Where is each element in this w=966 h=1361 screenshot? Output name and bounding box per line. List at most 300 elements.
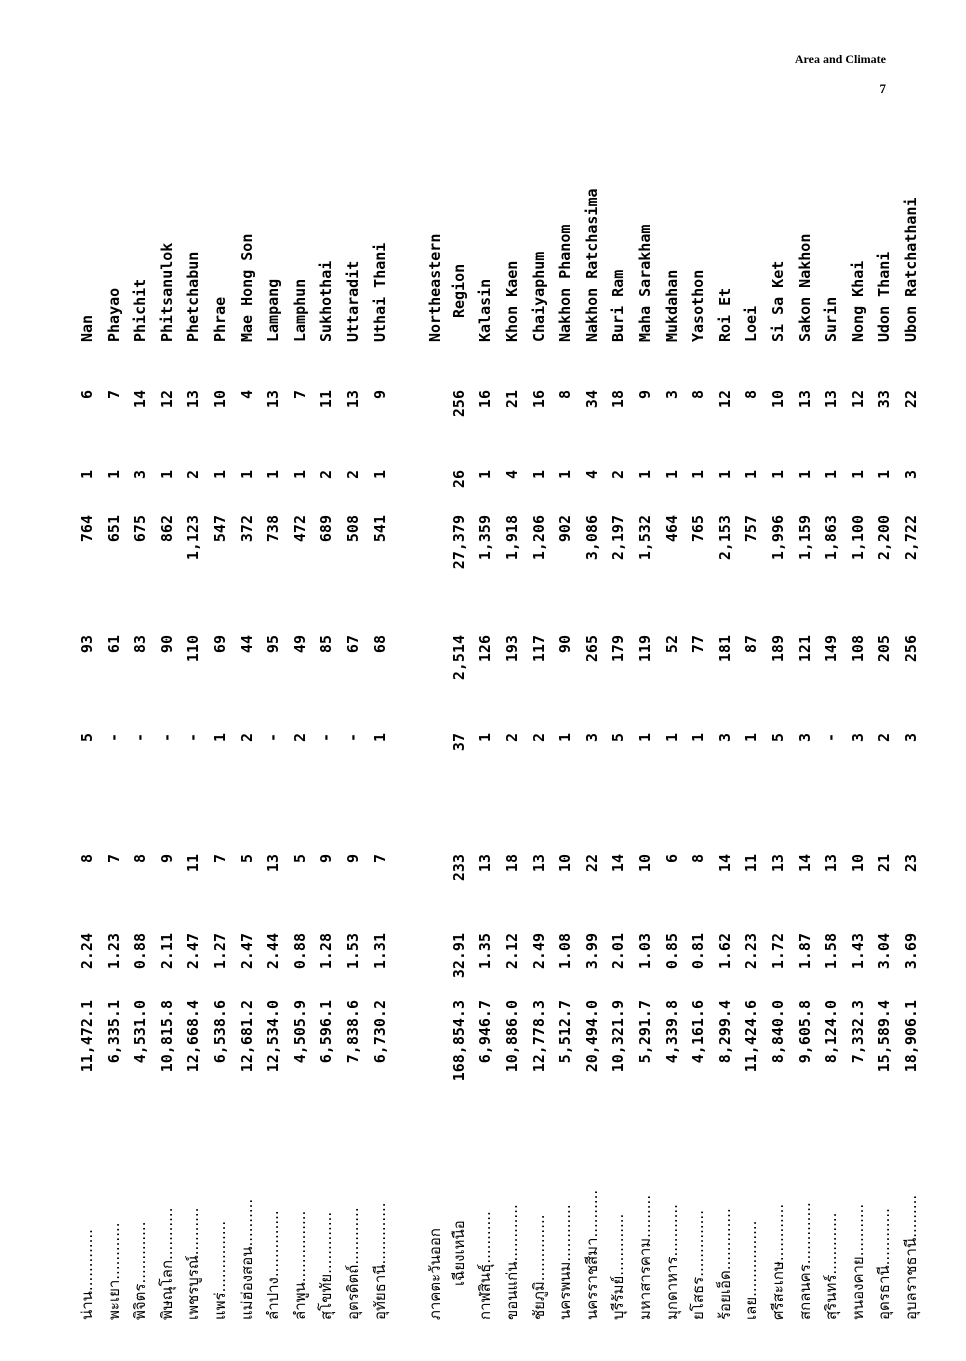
king-amphoe-count-cell: 1 [742, 733, 761, 743]
table-row [368, 190, 392, 1320]
muban-count-cell: 3,086 [582, 515, 601, 561]
area-sq-km-cell: 5,291.7 [636, 1000, 654, 1064]
tao-count-cell: 13 [344, 390, 362, 409]
king-amphoe-count-cell: - [157, 733, 176, 743]
area-sq-km-cell: 6,538.6 [211, 1000, 229, 1064]
english-province-name: Maha Sarakham [636, 224, 654, 342]
tao-count-cell: 4 [237, 390, 256, 400]
king-amphoe-count-cell: 5 [609, 733, 628, 743]
table-row [660, 190, 684, 1320]
percent-of-country-cell: 1.35 [476, 933, 495, 970]
tambon-count-cell: 49 [290, 635, 309, 654]
english-province-name: Udon Thani [875, 251, 894, 342]
thai-province-name: น่าน............. [78, 1229, 96, 1320]
municipality-count-cell: 1 [769, 470, 787, 480]
thai-province-name: ศรีสะเกษ............ [769, 1203, 787, 1320]
table-row [500, 190, 524, 1320]
thai-province-name: พิษณุโลก........... [157, 1207, 176, 1320]
tambon-count-cell: 90 [556, 635, 575, 654]
percent-of-country-cell: 3.69 [902, 933, 920, 970]
amphoe-count-cell: 5 [237, 854, 256, 864]
municipality-count-cell: 2 [344, 470, 362, 480]
area-sq-km-cell: 4,531.0 [131, 1000, 150, 1064]
king-amphoe-count-cell: 1 [370, 733, 389, 743]
thai-province-name: เลย................ [742, 1220, 761, 1320]
tambon-count-cell: 77 [689, 635, 708, 654]
king-amphoe-count-cell: 2 [237, 733, 256, 743]
thai-province-name: มุกดาหาร........... [662, 1204, 681, 1320]
municipality-count-cell: 2 [317, 470, 336, 480]
thai-province-name: ชัยภูมิ.............. [529, 1214, 548, 1320]
area-sq-km-cell: 11,472.1 [78, 1000, 96, 1073]
english-province-name: Si Sa Ket [769, 260, 787, 342]
table-row [473, 190, 497, 1320]
tambon-count-cell: 93 [78, 635, 96, 654]
king-amphoe-count-cell: 37 [449, 733, 468, 752]
municipality-count-cell: 2 [609, 470, 628, 480]
muban-count-cell: 675 [131, 515, 150, 543]
thai-province-name: นครราชสีมา.......... [582, 1189, 601, 1320]
english-province-name: Phichit [131, 278, 150, 342]
area-sq-km-cell: 10,321.9 [609, 1000, 628, 1073]
king-amphoe-count-cell: - [317, 733, 336, 743]
thai-province-name: กาฬสินธุ์........... [476, 1211, 495, 1320]
amphoe-count-cell: 21 [875, 854, 894, 873]
tao-count-cell: 11 [317, 390, 336, 409]
area-sq-km-cell: 6,596.1 [317, 1000, 336, 1064]
muban-count-cell: 651 [104, 515, 123, 543]
muban-count-cell: 508 [344, 515, 362, 543]
thai-province-name: แพร่............... [211, 1220, 229, 1320]
tao-count-cell: 16 [476, 390, 495, 409]
area-sq-km-cell: 6,946.7 [476, 1000, 495, 1064]
tambon-count-cell: 181 [715, 635, 734, 663]
muban-count-cell: 372 [237, 515, 256, 543]
tambon-count-cell: 69 [211, 635, 229, 654]
thai-province-name: เฉียงเหนือ [449, 1220, 468, 1286]
amphoe-count-cell: 22 [582, 854, 601, 873]
area-sq-km-cell: 12,668.4 [184, 1000, 203, 1073]
king-amphoe-count-cell: 3 [902, 733, 920, 743]
king-amphoe-count-cell: 2 [503, 733, 521, 743]
municipality-count-cell: 1 [211, 470, 229, 480]
muban-count-cell: 1,159 [795, 515, 814, 561]
tambon-count-cell: 87 [742, 635, 761, 654]
table-row [423, 190, 447, 1320]
table-row [128, 190, 152, 1320]
muban-count-cell: 689 [317, 515, 336, 543]
tambon-count-cell: 68 [370, 635, 389, 654]
percent-of-country-cell: 1.23 [104, 933, 123, 970]
muban-count-cell: 764 [78, 515, 96, 543]
percent-of-country-cell: 1.03 [636, 933, 654, 970]
thai-province-name: บุรีรัมย์............. [609, 1213, 628, 1320]
english-province-name: Nan [78, 314, 96, 342]
thai-province-name: ยโสธร.............. [689, 1210, 708, 1320]
percent-of-country-cell: 1.31 [370, 933, 389, 970]
muban-count-cell: 2,153 [715, 515, 734, 561]
table-row [686, 190, 710, 1320]
english-province-name: Sukhothai [317, 260, 336, 342]
municipality-count-cell: 1 [822, 470, 841, 480]
percent-of-country-cell: 1.27 [211, 933, 229, 970]
municipality-count-cell: 1 [157, 470, 176, 480]
area-sq-km-cell: 12,681.2 [237, 1000, 256, 1073]
area-sq-km-cell: 6,730.2 [370, 1000, 389, 1064]
english-province-name: Mae Hong Son [237, 233, 256, 342]
amphoe-count-cell: 8 [689, 854, 708, 864]
percent-of-country-cell: 32.91 [449, 933, 468, 979]
municipality-count-cell: 1 [264, 470, 283, 480]
municipality-count-cell: 1 [237, 470, 256, 480]
thai-province-name: ร้อยเอ็ด............. [715, 1208, 734, 1320]
king-amphoe-count-cell: - [264, 733, 283, 743]
thai-province-name: สุโขทัย............. [317, 1211, 336, 1320]
muban-count-cell: 738 [264, 515, 283, 543]
muban-count-cell: 472 [290, 515, 309, 543]
english-province-name: Northeastern [425, 233, 444, 342]
english-province-name: Lamphun [290, 278, 309, 342]
tao-count-cell: 18 [609, 390, 628, 409]
thai-province-name: แม่ฮ่องสอน.......... [237, 1198, 256, 1320]
tao-count-cell: 10 [769, 390, 787, 409]
amphoe-count-cell: 9 [157, 854, 176, 864]
municipality-count-cell: 1 [529, 470, 548, 480]
thai-province-name: อุตรดิตถ์............ [344, 1207, 362, 1320]
table-row [580, 190, 604, 1320]
english-province-name: Chaiyaphum [529, 251, 548, 342]
table-row [606, 190, 630, 1320]
amphoe-count-cell: 5 [290, 854, 309, 864]
area-sq-km-cell: 4,161.6 [689, 1000, 708, 1064]
english-province-name: Yasothon [689, 269, 708, 342]
table-row [527, 190, 551, 1320]
table-row [846, 190, 870, 1320]
english-province-name: Phitsanulok [157, 242, 176, 342]
muban-count-cell: 2,197 [609, 515, 628, 561]
table-row [341, 190, 365, 1320]
province-statistics-table [65, 188, 920, 1320]
municipality-count-cell: 3 [902, 470, 920, 480]
thai-province-name: ลำปาง.............. [264, 1210, 283, 1320]
amphoe-count-cell: 23 [902, 854, 920, 873]
muban-count-cell: 1,359 [476, 515, 495, 561]
muban-count-cell: 1,100 [848, 515, 867, 561]
tao-count-cell: 13 [184, 390, 203, 409]
king-amphoe-count-cell: 2 [875, 733, 894, 743]
municipality-count-cell: 1 [742, 470, 761, 480]
amphoe-count-cell: 13 [476, 854, 495, 873]
table-row [553, 190, 577, 1320]
table-row [314, 190, 338, 1320]
percent-of-country-cell: 2.12 [503, 933, 521, 970]
tao-count-cell: 12 [715, 390, 734, 409]
area-sq-km-cell: 12,778.3 [529, 1000, 548, 1073]
area-sq-km-cell: 4,505.9 [290, 1000, 309, 1064]
amphoe-count-cell: 11 [742, 854, 761, 873]
percent-of-country-cell: 0.81 [689, 933, 708, 970]
amphoe-count-cell: 6 [662, 854, 681, 864]
municipality-count-cell: 1 [662, 470, 681, 480]
tao-count-cell: 13 [264, 390, 283, 409]
tambon-count-cell: 83 [131, 635, 150, 654]
percent-of-country-cell: 1.08 [556, 933, 575, 970]
area-sq-km-cell: 20,494.0 [582, 1000, 601, 1073]
tao-count-cell: 7 [290, 390, 309, 400]
percent-of-country-cell: 2.11 [157, 933, 176, 970]
king-amphoe-count-cell: - [344, 733, 362, 743]
municipality-count-cell: 1 [715, 470, 734, 480]
percent-of-country-cell: 1.62 [715, 933, 734, 970]
king-amphoe-count-cell: 5 [78, 733, 96, 743]
thai-province-name: เพชรบูรณ์.......... [184, 1207, 203, 1320]
percent-of-country-cell: 0.85 [662, 933, 681, 970]
muban-count-cell: 765 [689, 515, 708, 543]
tao-count-cell: 12 [157, 390, 176, 409]
english-province-name: Nakhon Ratchasima [582, 188, 601, 342]
table-row [766, 190, 790, 1320]
tambon-count-cell: 108 [848, 635, 867, 663]
percent-of-country-cell: 1.43 [848, 933, 867, 970]
amphoe-count-cell: 10 [556, 854, 575, 873]
municipality-count-cell: 1 [795, 470, 814, 480]
table-row [235, 190, 259, 1320]
amphoe-count-cell: 14 [609, 854, 628, 873]
thai-province-name: นครพนม............ [556, 1204, 575, 1320]
table-row [819, 190, 843, 1320]
area-sq-km-cell: 15,589.4 [875, 1000, 894, 1073]
muban-count-cell: 27,379 [449, 515, 468, 570]
municipality-count-cell: 26 [449, 470, 468, 489]
percent-of-country-cell: 2.24 [78, 933, 96, 970]
tao-count-cell: 16 [529, 390, 548, 409]
amphoe-count-cell: 13 [529, 854, 548, 873]
amphoe-count-cell: 18 [503, 854, 521, 873]
table-row [261, 190, 285, 1320]
tao-count-cell: 9 [636, 390, 654, 400]
area-sq-km-cell: 18,906.1 [902, 1000, 920, 1073]
municipality-count-cell: 4 [582, 470, 601, 480]
table-row [447, 190, 471, 1320]
king-amphoe-count-cell: 1 [211, 733, 229, 743]
percent-of-country-cell: 0.88 [290, 933, 309, 970]
tao-count-cell: 6 [78, 390, 96, 400]
percent-of-country-cell: 2.47 [237, 933, 256, 970]
thai-province-name: หนองคาย........... [848, 1203, 867, 1320]
percent-of-country-cell: 1.28 [317, 933, 336, 970]
thai-province-name: พะเยา............ [104, 1222, 123, 1320]
area-sq-km-cell: 9,605.8 [795, 1000, 814, 1064]
tao-count-cell: 21 [503, 390, 521, 409]
muban-count-cell: 2,722 [902, 515, 920, 561]
amphoe-count-cell: 7 [370, 854, 389, 864]
muban-count-cell: 1,206 [529, 515, 548, 561]
municipality-count-cell: 1 [476, 470, 495, 480]
king-amphoe-count-cell: 1 [662, 733, 681, 743]
tambon-count-cell: 85 [317, 635, 336, 654]
tao-count-cell: 10 [211, 390, 229, 409]
tao-count-cell: 256 [449, 390, 468, 418]
table-row [713, 190, 737, 1320]
tao-count-cell: 13 [795, 390, 814, 409]
area-sq-km-cell: 10,815.8 [157, 1000, 176, 1073]
tambon-count-cell: 52 [662, 635, 681, 654]
page-header-title: Area and Climate [794, 52, 886, 66]
tao-count-cell: 9 [370, 390, 389, 400]
english-province-name: Sakon Nakhon [795, 233, 814, 342]
king-amphoe-count-cell: - [822, 733, 841, 743]
area-sq-km-cell: 4,339.8 [662, 1000, 681, 1064]
tao-count-cell: 22 [902, 390, 920, 409]
tambon-count-cell: 189 [769, 635, 787, 663]
municipality-count-cell: 1 [689, 470, 708, 480]
amphoe-count-cell: 14 [715, 854, 734, 873]
thai-province-name: สุรินทร์............. [822, 1212, 841, 1320]
tambon-count-cell: 2,514 [449, 635, 468, 681]
table-row [288, 190, 312, 1320]
municipality-count-cell: 4 [503, 470, 521, 480]
thai-province-name: มหาสารคาม......... [636, 1194, 654, 1320]
municipality-count-cell: 1 [556, 470, 575, 480]
percent-of-country-cell: 2.49 [529, 933, 548, 970]
english-province-name: Buri Ram [609, 269, 628, 342]
amphoe-count-cell: 13 [769, 854, 787, 873]
tambon-count-cell: 205 [875, 635, 894, 663]
tambon-count-cell: 117 [529, 635, 548, 663]
muban-count-cell: 547 [211, 515, 229, 543]
english-province-name: Ubon Ratchathani [902, 197, 920, 342]
table-row [872, 190, 896, 1320]
area-sq-km-cell: 168,854.3 [449, 1000, 468, 1082]
muban-count-cell: 1,996 [769, 515, 787, 561]
tao-count-cell: 7 [104, 390, 123, 400]
percent-of-country-cell: 3.99 [582, 933, 601, 970]
thai-province-name: อุดรธานี............ [875, 1208, 894, 1320]
table-row [181, 190, 205, 1320]
thai-province-name: ภาคตะวันออก [425, 1228, 444, 1320]
municipality-count-cell: 1 [875, 470, 894, 480]
tao-count-cell: 8 [689, 390, 708, 400]
tao-count-cell: 3 [662, 390, 681, 400]
english-province-name: Region [449, 263, 468, 318]
tambon-count-cell: 67 [344, 635, 362, 654]
thai-province-name: สกลนคร............. [795, 1202, 814, 1320]
area-sq-km-cell: 10,886.0 [503, 1000, 521, 1073]
amphoe-count-cell: 9 [344, 854, 362, 864]
king-amphoe-count-cell: - [131, 733, 150, 743]
english-province-name: Surin [822, 296, 841, 342]
area-sq-km-cell: 8,299.4 [715, 1000, 734, 1064]
tambon-count-cell: 90 [157, 635, 176, 654]
amphoe-count-cell: 13 [264, 854, 283, 873]
amphoe-count-cell: 7 [104, 854, 123, 864]
percent-of-country-cell: 0.88 [131, 933, 150, 970]
amphoe-count-cell: 233 [449, 854, 468, 882]
amphoe-count-cell: 10 [636, 854, 654, 873]
tambon-count-cell: 61 [104, 635, 123, 654]
muban-count-cell: 902 [556, 515, 575, 543]
municipality-count-cell: 3 [131, 470, 150, 480]
tao-count-cell: 8 [742, 390, 761, 400]
table-row [155, 190, 179, 1320]
amphoe-count-cell: 11 [184, 854, 203, 873]
table-row [208, 190, 232, 1320]
percent-of-country-cell: 1.58 [822, 933, 841, 970]
amphoe-count-cell: 7 [211, 854, 229, 864]
table-row [793, 190, 817, 1320]
thai-province-name: พิจิตร............. [131, 1221, 150, 1320]
king-amphoe-count-cell: 3 [848, 733, 867, 743]
muban-count-cell: 862 [157, 515, 176, 543]
percent-of-country-cell: 3.04 [875, 933, 894, 970]
thai-province-name: ลำพูน............... [290, 1210, 309, 1320]
king-amphoe-count-cell: 3 [795, 733, 814, 743]
king-amphoe-count-cell: - [104, 733, 123, 743]
table-row [739, 190, 763, 1320]
tao-count-cell: 8 [556, 390, 575, 400]
king-amphoe-count-cell: - [184, 733, 203, 743]
king-amphoe-count-cell: 5 [769, 733, 787, 743]
king-amphoe-count-cell: 1 [476, 733, 495, 743]
table-row [75, 190, 99, 1320]
muban-count-cell: 1,918 [503, 515, 521, 561]
area-sq-km-cell: 11,424.6 [742, 1000, 761, 1073]
english-province-name: Roi Et [715, 287, 734, 342]
amphoe-count-cell: 10 [848, 854, 867, 873]
table-row [633, 190, 657, 1320]
english-province-name: Phayao [104, 287, 123, 342]
muban-count-cell: 1,532 [636, 515, 654, 561]
king-amphoe-count-cell: 3 [582, 733, 601, 743]
tambon-count-cell: 110 [184, 635, 203, 663]
municipality-count-cell: 2 [184, 470, 203, 480]
tao-count-cell: 13 [822, 390, 841, 409]
muban-count-cell: 464 [662, 515, 681, 543]
english-province-name: Uttaradit [344, 260, 362, 342]
amphoe-count-cell: 8 [78, 854, 96, 864]
english-province-name: Lampang [264, 278, 283, 342]
tao-count-cell: 12 [848, 390, 867, 409]
amphoe-count-cell: 9 [317, 854, 336, 864]
amphoe-count-cell: 13 [822, 854, 841, 873]
tambon-count-cell: 193 [503, 635, 521, 663]
english-province-name: Nakhon Phanom [556, 224, 575, 342]
english-province-name: Mukdahan [662, 269, 681, 342]
tambon-count-cell: 44 [237, 635, 256, 654]
area-sq-km-cell: 6,335.1 [104, 1000, 123, 1064]
tao-count-cell: 33 [875, 390, 894, 409]
tambon-count-cell: 149 [822, 635, 841, 663]
english-province-name: Loei [742, 305, 761, 342]
king-amphoe-count-cell: 1 [636, 733, 654, 743]
percent-of-country-cell: 1.72 [769, 933, 787, 970]
english-province-name: Nong Khai [848, 260, 867, 342]
tambon-count-cell: 119 [636, 635, 654, 663]
municipality-count-cell: 1 [104, 470, 123, 480]
area-sq-km-cell: 5,512.7 [556, 1000, 575, 1064]
municipality-count-cell: 1 [78, 470, 96, 480]
muban-count-cell: 757 [742, 515, 761, 543]
municipality-count-cell: 1 [290, 470, 309, 480]
municipality-count-cell: 1 [848, 470, 867, 480]
english-province-name: Kalasin [476, 278, 495, 342]
tao-count-cell: 14 [131, 390, 150, 409]
tao-count-cell: 34 [582, 390, 601, 409]
muban-count-cell: 1,123 [184, 515, 203, 561]
muban-count-cell: 541 [370, 515, 389, 543]
muban-count-cell: 2,200 [875, 515, 894, 561]
percent-of-country-cell: 2.47 [184, 933, 203, 970]
